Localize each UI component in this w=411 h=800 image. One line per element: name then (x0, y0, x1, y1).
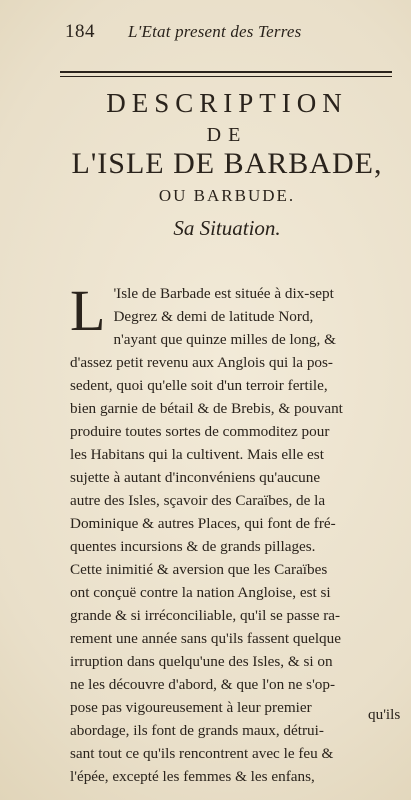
text-line: les Habitans qui la cultivent. Mais elle est (70, 446, 324, 463)
text-line: 'Isle de Barbade est située à dix-sept (113, 285, 334, 302)
running-head (0, 18, 411, 46)
title-de: DE (206, 124, 248, 146)
text-line: quentes incursions & de grands pillages. (70, 538, 316, 555)
text-line: n'ayant que quinze milles de long, & (113, 331, 336, 348)
title-ou: OU BARBUDE. (158, 186, 296, 205)
text-line: produire toutes sortes de commoditez pour (70, 423, 330, 440)
text-line: ne les découvre d'abord, & que l'on ne s'op- (70, 676, 336, 693)
header-rule-thick (60, 71, 392, 73)
title-isle: L'ISLE DE BARBADE, (71, 147, 383, 180)
text-line: Dominique & autres Places, qui font de fré- (70, 515, 336, 532)
drop-cap: L (70, 278, 106, 343)
text-line: ont conçuë contre la nation Angloise, est si (70, 584, 331, 601)
chapter-title-block (52, 86, 402, 242)
text-line: irruption dans quelqu'une des Isles, & si on (70, 653, 333, 670)
title-description: DESCRIPTION (106, 88, 348, 118)
text-line: autre des Isles, sçavoir des Caraïbes, de la (70, 492, 326, 509)
catchword: qu'ils (368, 706, 401, 723)
text-line: Cette inimitié & aversion que les Caraïbes (70, 561, 328, 578)
text-line: sant tout ce qu'ils rencontrent avec le feu & (70, 745, 334, 762)
text-line: grande & si irréconciliable, qu'il se passe ra- (70, 607, 341, 624)
section-subtitle: Sa Situation. (173, 216, 281, 240)
page-number: 184 (65, 21, 95, 42)
text-line: abordage, ils font de grands maux, détrui- (70, 722, 324, 739)
header-rule-thin (60, 76, 392, 77)
text-line: Degrez & demi de latitude Nord, (113, 308, 314, 325)
text-line: pose pas vigoureusement à leur premier (70, 699, 312, 716)
text-line: d'assez petit revenu aux Anglois qui la pos- (70, 354, 333, 371)
text-line: sujette à autant d'inconvéniens qu'aucune (70, 469, 321, 486)
text-line: l'épée, excepté les femmes & les enfans, (70, 768, 315, 785)
running-title: L'Etat present des Terres (128, 22, 302, 41)
text-line: bien garnie de bétail & de Brebis, & pouvant (70, 400, 343, 417)
text-line: sedent, quoi qu'elle soit d'un terroir fertile, (70, 377, 328, 394)
text-line: rement une année sans qu'ils fassent quelque (70, 630, 341, 647)
body-text (70, 278, 408, 788)
